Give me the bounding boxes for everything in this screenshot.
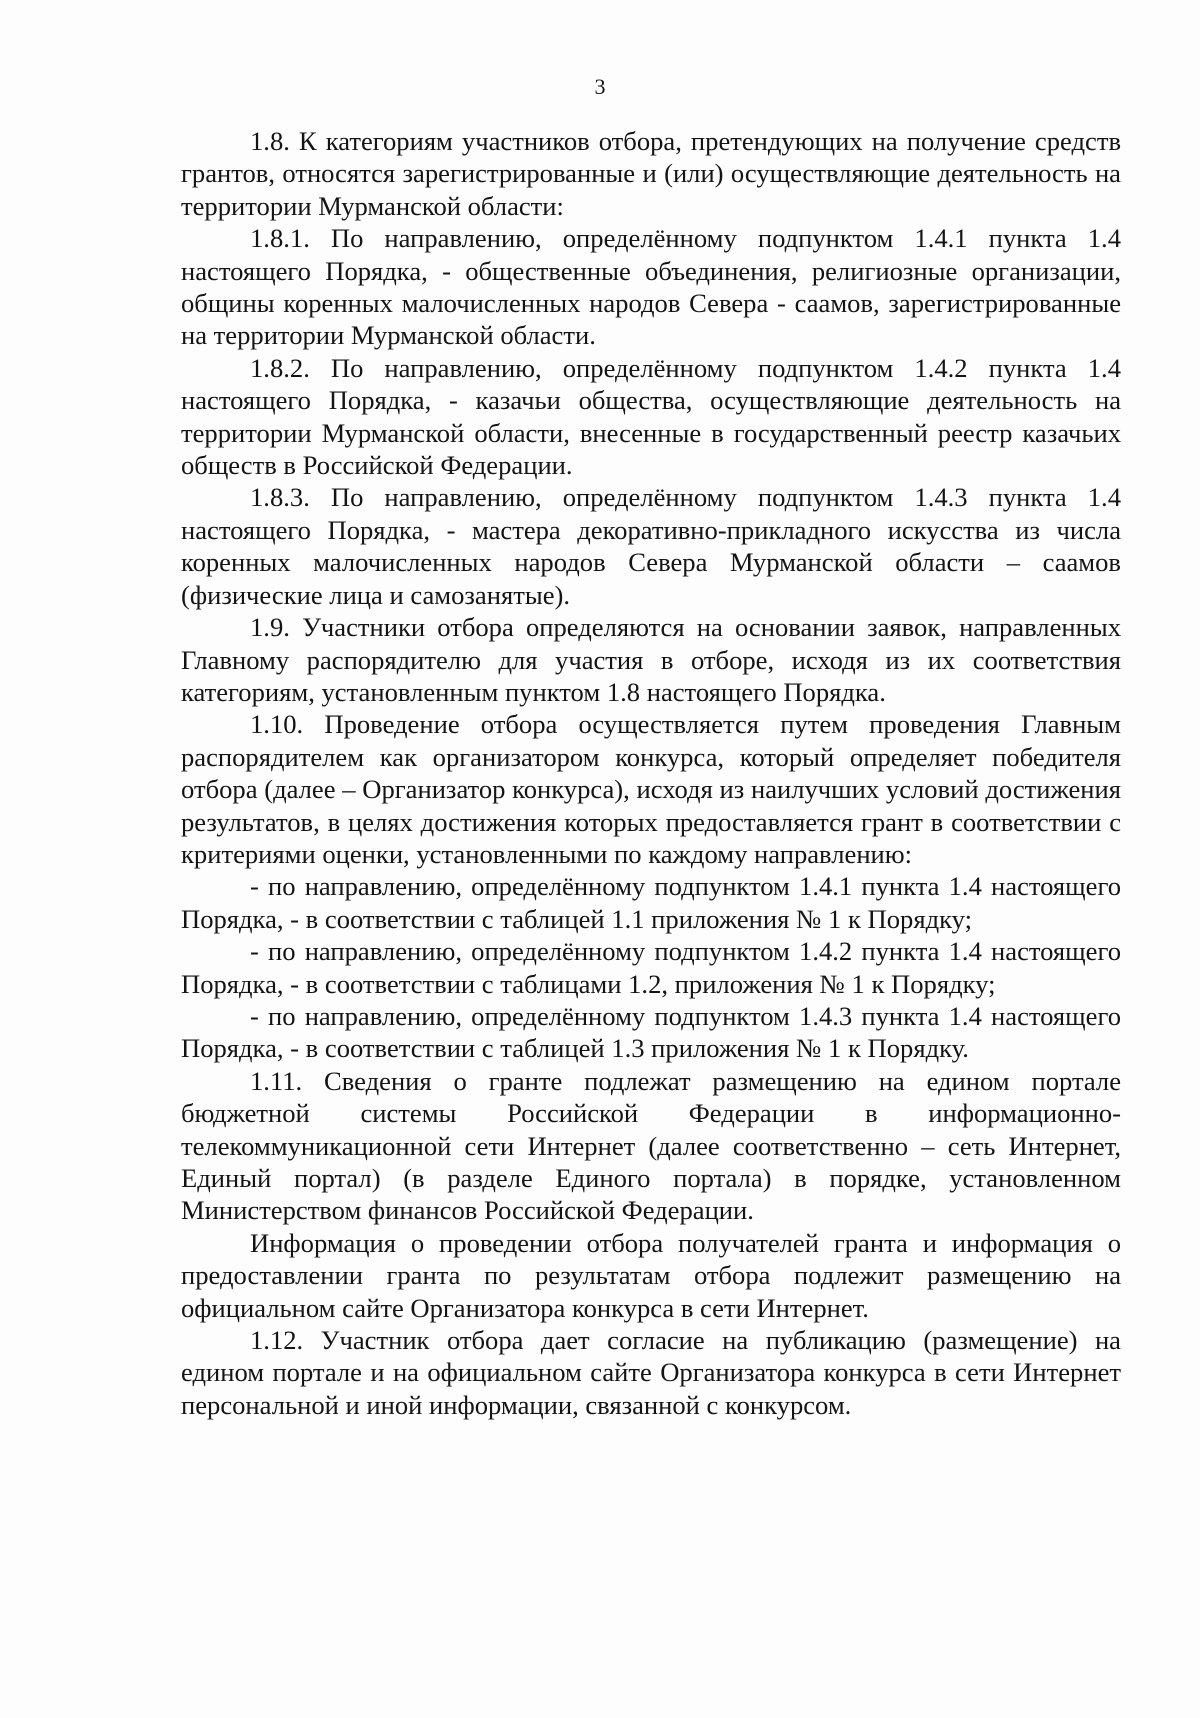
paragraph-1-8-2: 1.8.2. По направлению, определённому подпунктом 1.4.2 пункта 1.4 настоящего Порядка, - казачьи общества, осуществляющие деятельность на территории Мурманской области, внесенные в государственный реестр казачьих обществ в Российской Федерации. [181, 352, 1121, 481]
paragraph-information: Информация о проведении отбора получателей гранта и информация о предоставлении гранта по результатам отбора подлежит размещению на официальном сайте Организатора конкурса в сети Интернет. [181, 1227, 1121, 1323]
paragraph-1-8-1: 1.8.1. По направлению, определённому подпунктом 1.4.1 пункта 1.4 настоящего Порядка, - общественные объединения, религиозные организации, общины коренных малочисленных народов Севера - саамов, зарегистрированные на территории Мурманской области. [181, 223, 1121, 351]
paragraph-1-12: 1.12. Участник отбора дает согласие на публикацию (размещение) на едином портале и на официальном сайте Организатора конкурса в сети Интернет персональной и иной информации, связанной с конкурсом. [181, 1325, 1121, 1420]
list-item-1-4-3: - по направлению, определённому подпунктом 1.4.3 пункта 1.4 настоящего Порядка, - в соответствии с таблицей 1.3 приложения № 1 к Порядку. [181, 1000, 1121, 1064]
paragraph-1-10: 1.10. Проведение отбора осуществляется путем проведения Главным распорядителем как организатором конкурса, который определяет победителя отбора (далее – Организатор конкурса), исходя из наилучших условий достижения результатов, в целях достижения которых предоставляется грант в соответствии с критериями оценки, установленными по каждому направлению: [181, 709, 1121, 869]
list-item-1-4-1: - по направлению, определённому подпунктом 1.4.1 пункта 1.4 настоящего Порядка, - в соответствии с таблицей 1.1 приложения № 1 к Порядку; [181, 871, 1121, 934]
paragraph-1-8: 1.8. К категориям участников отбора, претендующих на получение средств грантов, относятся зарегистрированные и (или) осуществляющие деятельность на территории Мурманской области: [181, 126, 1121, 221]
document-body [181, 125, 1121, 1421]
paragraph-1-11: 1.11. Сведения о гранте подлежат размещению на едином портале бюджетной системы Российской Федерации в информационно-телекоммуникационной сети Интернет (далее соответственно – сеть Интернет, Единый портал) (в разделе Единого портала) в порядке, установленном Министерством финансов Российской Федерации. [181, 1065, 1121, 1226]
page-number: 3 [594, 74, 606, 99]
list-item-1-4-2: - по направлению, определённому подпунктом 1.4.2 пункта 1.4 настоящего Порядка, - в соответствии с таблицами 1.2, приложения № 1 к Порядку; [181, 936, 1121, 999]
paragraph-1-8-3: 1.8.3. По направлению, определённому подпунктом 1.4.3 пункта 1.4 настоящего Порядка, - мастера декоративно-прикладного искусства из числа коренных малочисленных народов Севера Мурманской области – саамов (физические лица и самозанятые). [181, 482, 1121, 610]
paragraph-1-9: 1.9. Участники отбора определяются на основании заявок, направленных Главному распорядителю для участия в отборе, исходя из их соответствия категориям, установленным пунктом 1.8 настоящего Порядка. [181, 612, 1121, 707]
